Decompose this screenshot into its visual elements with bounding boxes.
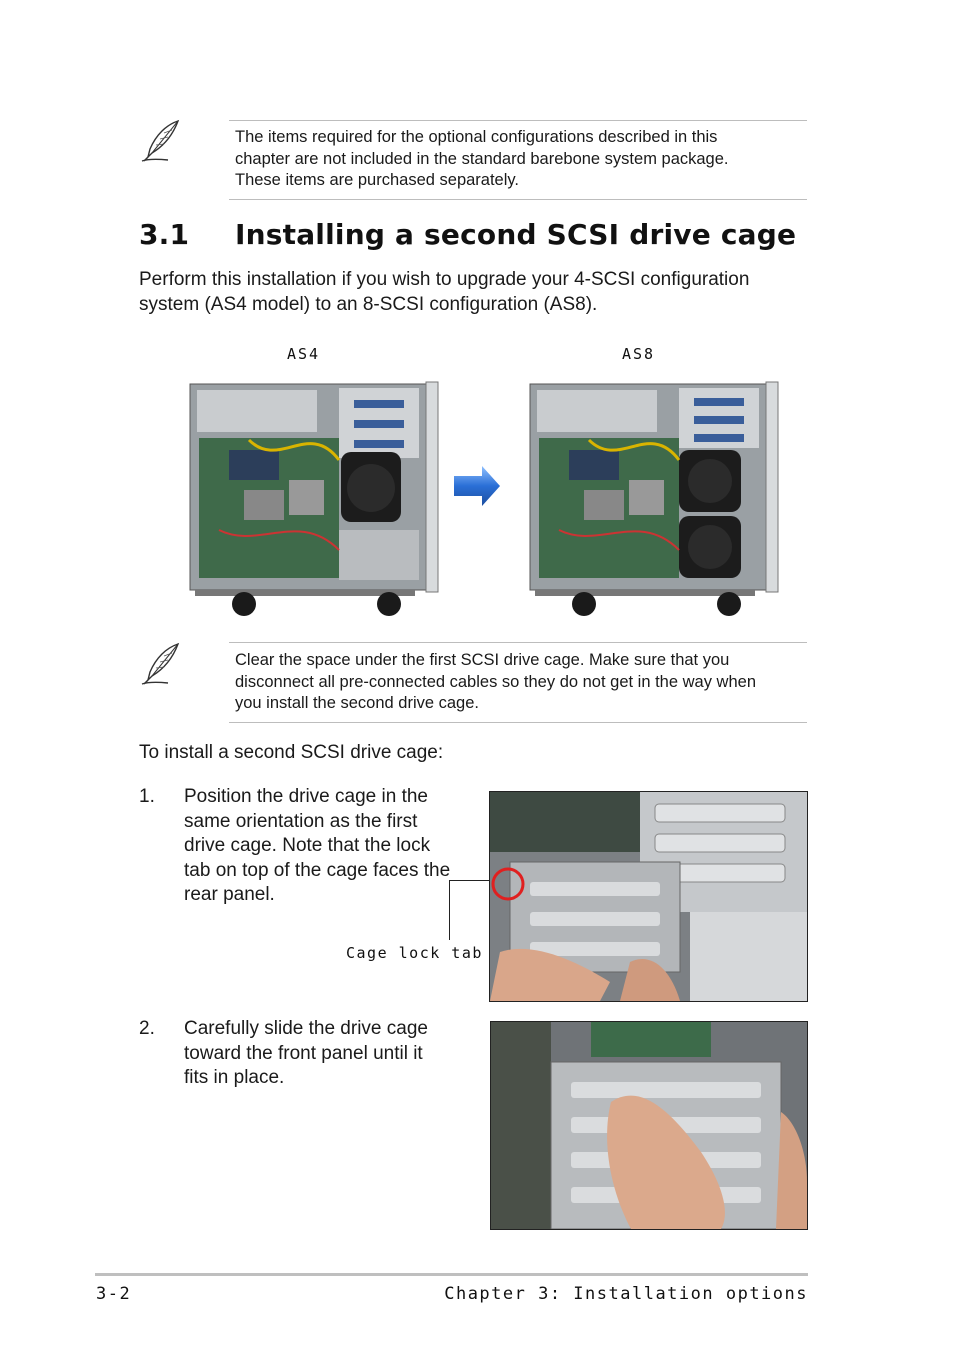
- step-text: Position the drive cage in the same orientation as the first drive cage. Note that the lock tab on top of the cage faces the rear panel.: [184, 786, 451, 905]
- callout-leader-line: [449, 880, 450, 940]
- drive-cage-position-photo: [489, 791, 808, 1002]
- feather-pen-icon: [138, 117, 186, 165]
- footer-rule: [95, 1273, 808, 1276]
- procedure-lead: To install a second SCSI drive cage:: [139, 742, 444, 763]
- section-number: 3.1: [139, 218, 190, 251]
- note-bottom-rule: [229, 199, 807, 200]
- step-number: 2.: [139, 1018, 155, 1039]
- as4-chassis-image: [189, 380, 441, 620]
- section-intro: Perform this installation if you wish to upgrade your 4-SCSI configuration system (AS4 model) to an 8-SCSI configuration (AS8).: [139, 269, 750, 315]
- note-text: Clear the space under the first SCSI drive cage. Make sure that you disconnect all pre-connected cables so they do not get in the way when you install the second drive cage.: [235, 651, 756, 712]
- note-bottom-rule: [229, 722, 807, 723]
- as8-chassis-image: [529, 380, 781, 620]
- note-text: The items required for the optional configurations described in this chapter are not included in the standard barebone system package. These items are purchased separately.: [235, 128, 729, 189]
- callout-label: Cage lock tab: [346, 944, 483, 962]
- note-top-rule: [229, 642, 807, 643]
- drive-cage-slide-photo: [490, 1021, 808, 1230]
- figure-label-as8: AS8: [622, 345, 656, 363]
- step-text: Carefully slide the drive cage toward the front panel until it fits in place.: [184, 1018, 428, 1088]
- page-number: 3-2: [96, 1284, 132, 1304]
- note-top-rule: [229, 120, 807, 121]
- feather-pen-icon: [138, 640, 186, 688]
- arrow-right-icon: [452, 464, 502, 508]
- figure-label-as4: AS4: [287, 345, 321, 363]
- section-title: Installing a second SCSI drive cage: [235, 218, 797, 251]
- chapter-title: Chapter 3: Installation options: [444, 1284, 808, 1304]
- step-number: 1.: [139, 786, 155, 807]
